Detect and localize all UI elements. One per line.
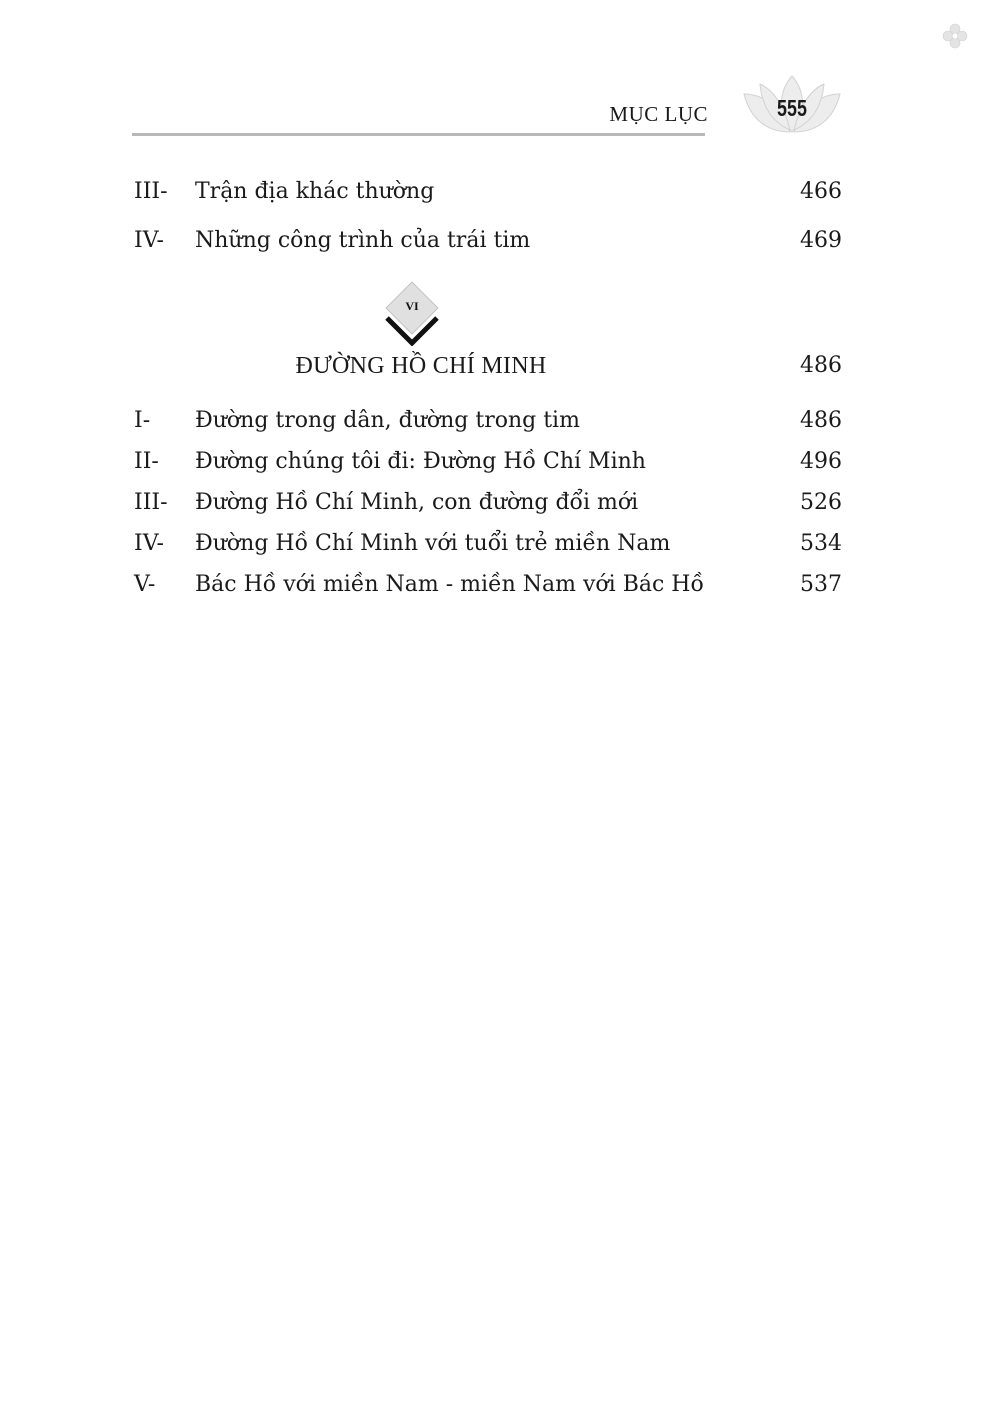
running-header-title: MỤC LỤC (609, 102, 708, 126)
toc-entry-number: I- (134, 408, 151, 433)
toc-entry-title: Đường chúng tôi đi: Đường Hồ Chí Minh (195, 449, 646, 474)
toc-entry-title: Đường Hồ Chí Minh với tuổi trẻ miền Nam (195, 531, 671, 556)
toc-entry-number: IV- (134, 228, 164, 253)
toc-entry-page: 496 (800, 449, 842, 474)
flower-ornament-icon (941, 22, 969, 50)
toc-entry (134, 528, 842, 560)
toc-entry-title: Bác Hồ với miền Nam - miền Nam với Bác Hồ (195, 572, 704, 597)
toc-entry (134, 487, 842, 519)
toc-entry-page: 466 (800, 179, 842, 204)
toc-entry (134, 446, 842, 478)
toc-entry-page: 469 (800, 228, 842, 253)
toc-entry (134, 176, 842, 208)
toc-entry-title: Đường trong dân, đường trong tim (195, 408, 580, 433)
toc-entry-number: III- (134, 490, 168, 515)
toc-entry (134, 225, 842, 257)
toc-entry-number: II- (134, 449, 159, 474)
toc-entry-page: 526 (800, 490, 842, 515)
toc-entry-number: IV- (134, 531, 164, 556)
toc-entry-title: Những công trình của trái tim (195, 228, 531, 253)
chapter-title: ĐƯỜNG HỒ CHÍ MINH (295, 353, 547, 379)
toc-entry-page: 534 (800, 531, 842, 556)
chapter-number: VI (405, 299, 419, 313)
chapter-heading (134, 350, 842, 382)
toc-entry (134, 405, 842, 437)
page-number: 555 (777, 95, 807, 121)
chapter-page: 486 (800, 353, 842, 378)
toc-entry-title: Đường Hồ Chí Minh, con đường đổi mới (195, 490, 639, 515)
toc-entry-page: 486 (800, 408, 842, 433)
header-divider (132, 133, 705, 136)
toc-entry (134, 569, 842, 601)
toc-entry-page: 537 (800, 572, 842, 597)
toc-entry-number: V- (134, 572, 156, 597)
toc-entry-number: III- (134, 179, 168, 204)
toc-entry-title: Trận địa khác thường (195, 179, 435, 204)
